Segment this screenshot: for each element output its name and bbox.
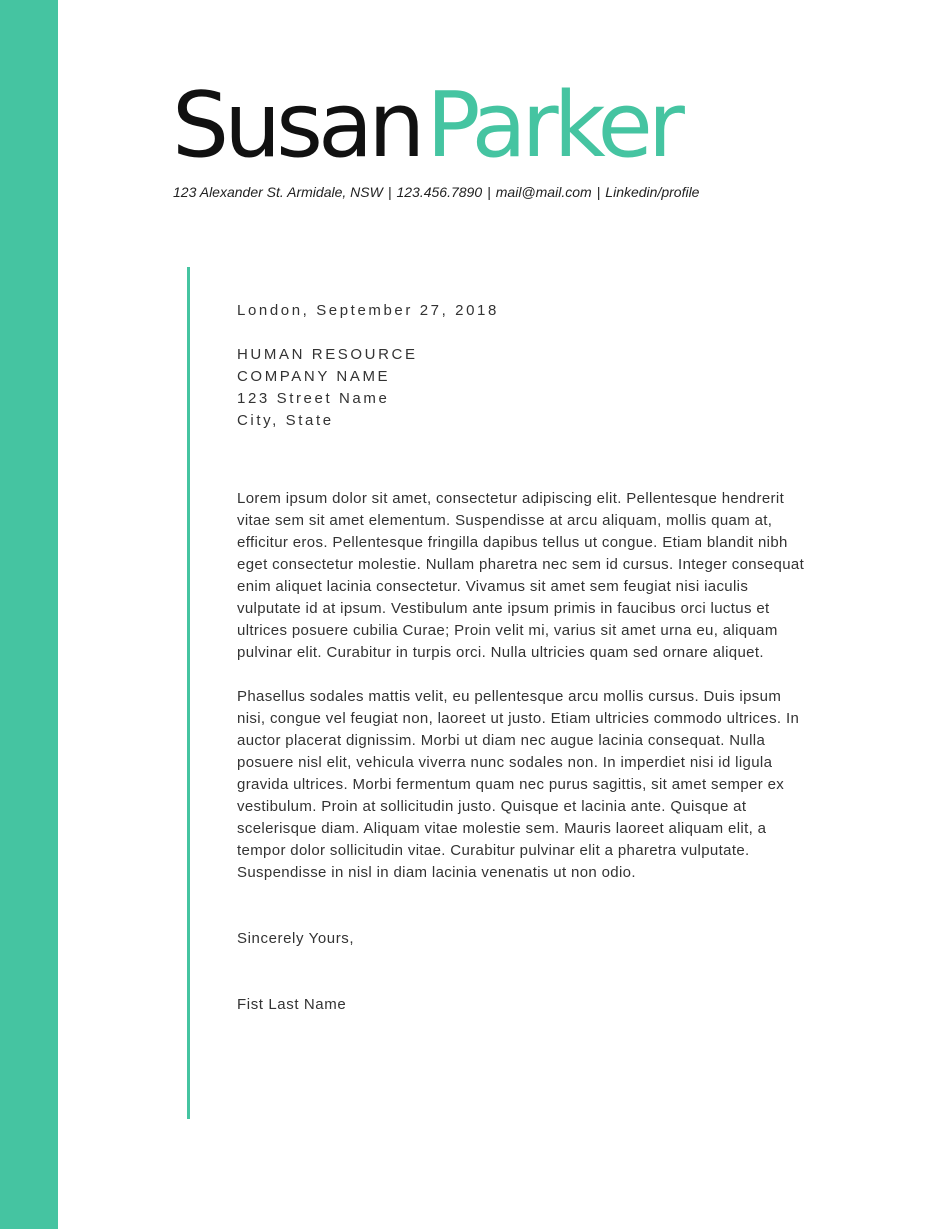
letter-body — [237, 300, 812, 1016]
contact-line — [173, 183, 699, 201]
accent-side-bar — [0, 0, 58, 1229]
recipient-address — [237, 344, 812, 432]
body-paragraph: Lorem ipsum dolor sit amet, consectetur adipiscing elit. Pellentesque hendrerit vitae sem sit amet elementum. Suspendisse at arcu aliquam, mollis quam at, efficitur eros. Pellentesque fringilla dapibus tellus ut congue. Etiam blandit nibh eget consectetur molestie. Nullam pharetra nec sem id cursus. Integer consequat enim aliquet lacinia consectetur. Vivamus sit amet sem feugiat nisi iaculis vulputate id at ipsum. Vestibulum ante ipsum primis in faucibus orci luctus et ultrices posuere cubilia Curae; Proin velit mi, varius sit amet urna eu, aliquam pulvinar elit. Curabitur in turpis orci. Nulla ultricies quam sed ornare aliquet. — [237, 490, 805, 661]
last-name: Parker — [426, 73, 680, 178]
contact-separator: | — [596, 184, 601, 200]
contact-separator: | — [387, 184, 392, 200]
contact-separator: | — [487, 184, 491, 200]
contact-linkedin: Linkedin/profile — [605, 184, 700, 200]
recipient-line: City, State — [237, 412, 334, 429]
contact-email: mail@mail.com — [495, 184, 592, 200]
letter-vertical-rule — [187, 267, 190, 1119]
first-name: Susan — [172, 73, 421, 178]
recipient-line: 123 Street Name — [237, 390, 390, 407]
recipient-line: HUMAN RESOURCE — [237, 346, 418, 363]
letter-date: London, September 27, 2018 — [237, 302, 499, 319]
contact-address: 123 Alexander St. Armidale, NSW — [173, 184, 383, 200]
signature-name: Fist Last Name — [237, 996, 347, 1013]
header-name — [172, 73, 680, 178]
body-paragraph: Phasellus sodales mattis velit, eu pellentesque arcu mollis cursus. Duis ipsum nisi, congue vel feugiat non, laoreet ut justo. Etiam ultricies commodo ultrices. In auctor placerat dignissim. Morbi ut diam nec augue lacinia consequat. Nulla posuere nisl elit, vehicula viverra nunc sodales non. In imperdiet nisi id ligula gravida ultrices. Morbi fermentum quam nec purus sagittis, sit amet semper ex vestibulum. Proin at sollicitudin justo. Quisque et lacinia ante. Quisque at scelerisque diam. Aliquam vitae molestie sem. Mauris laoreet aliquam elit, a tempor dolor sollicitudin vitae. Curabitur pulvinar elit a pharetra vulputate. Suspendisse in nisl in diam lacinia venenatis ut non odio. — [237, 688, 800, 881]
contact-phone: 123.456.7890 — [396, 184, 483, 200]
closing-salutation: Sincerely Yours, — [237, 930, 355, 947]
recipient-line: COMPANY NAME — [237, 368, 391, 385]
